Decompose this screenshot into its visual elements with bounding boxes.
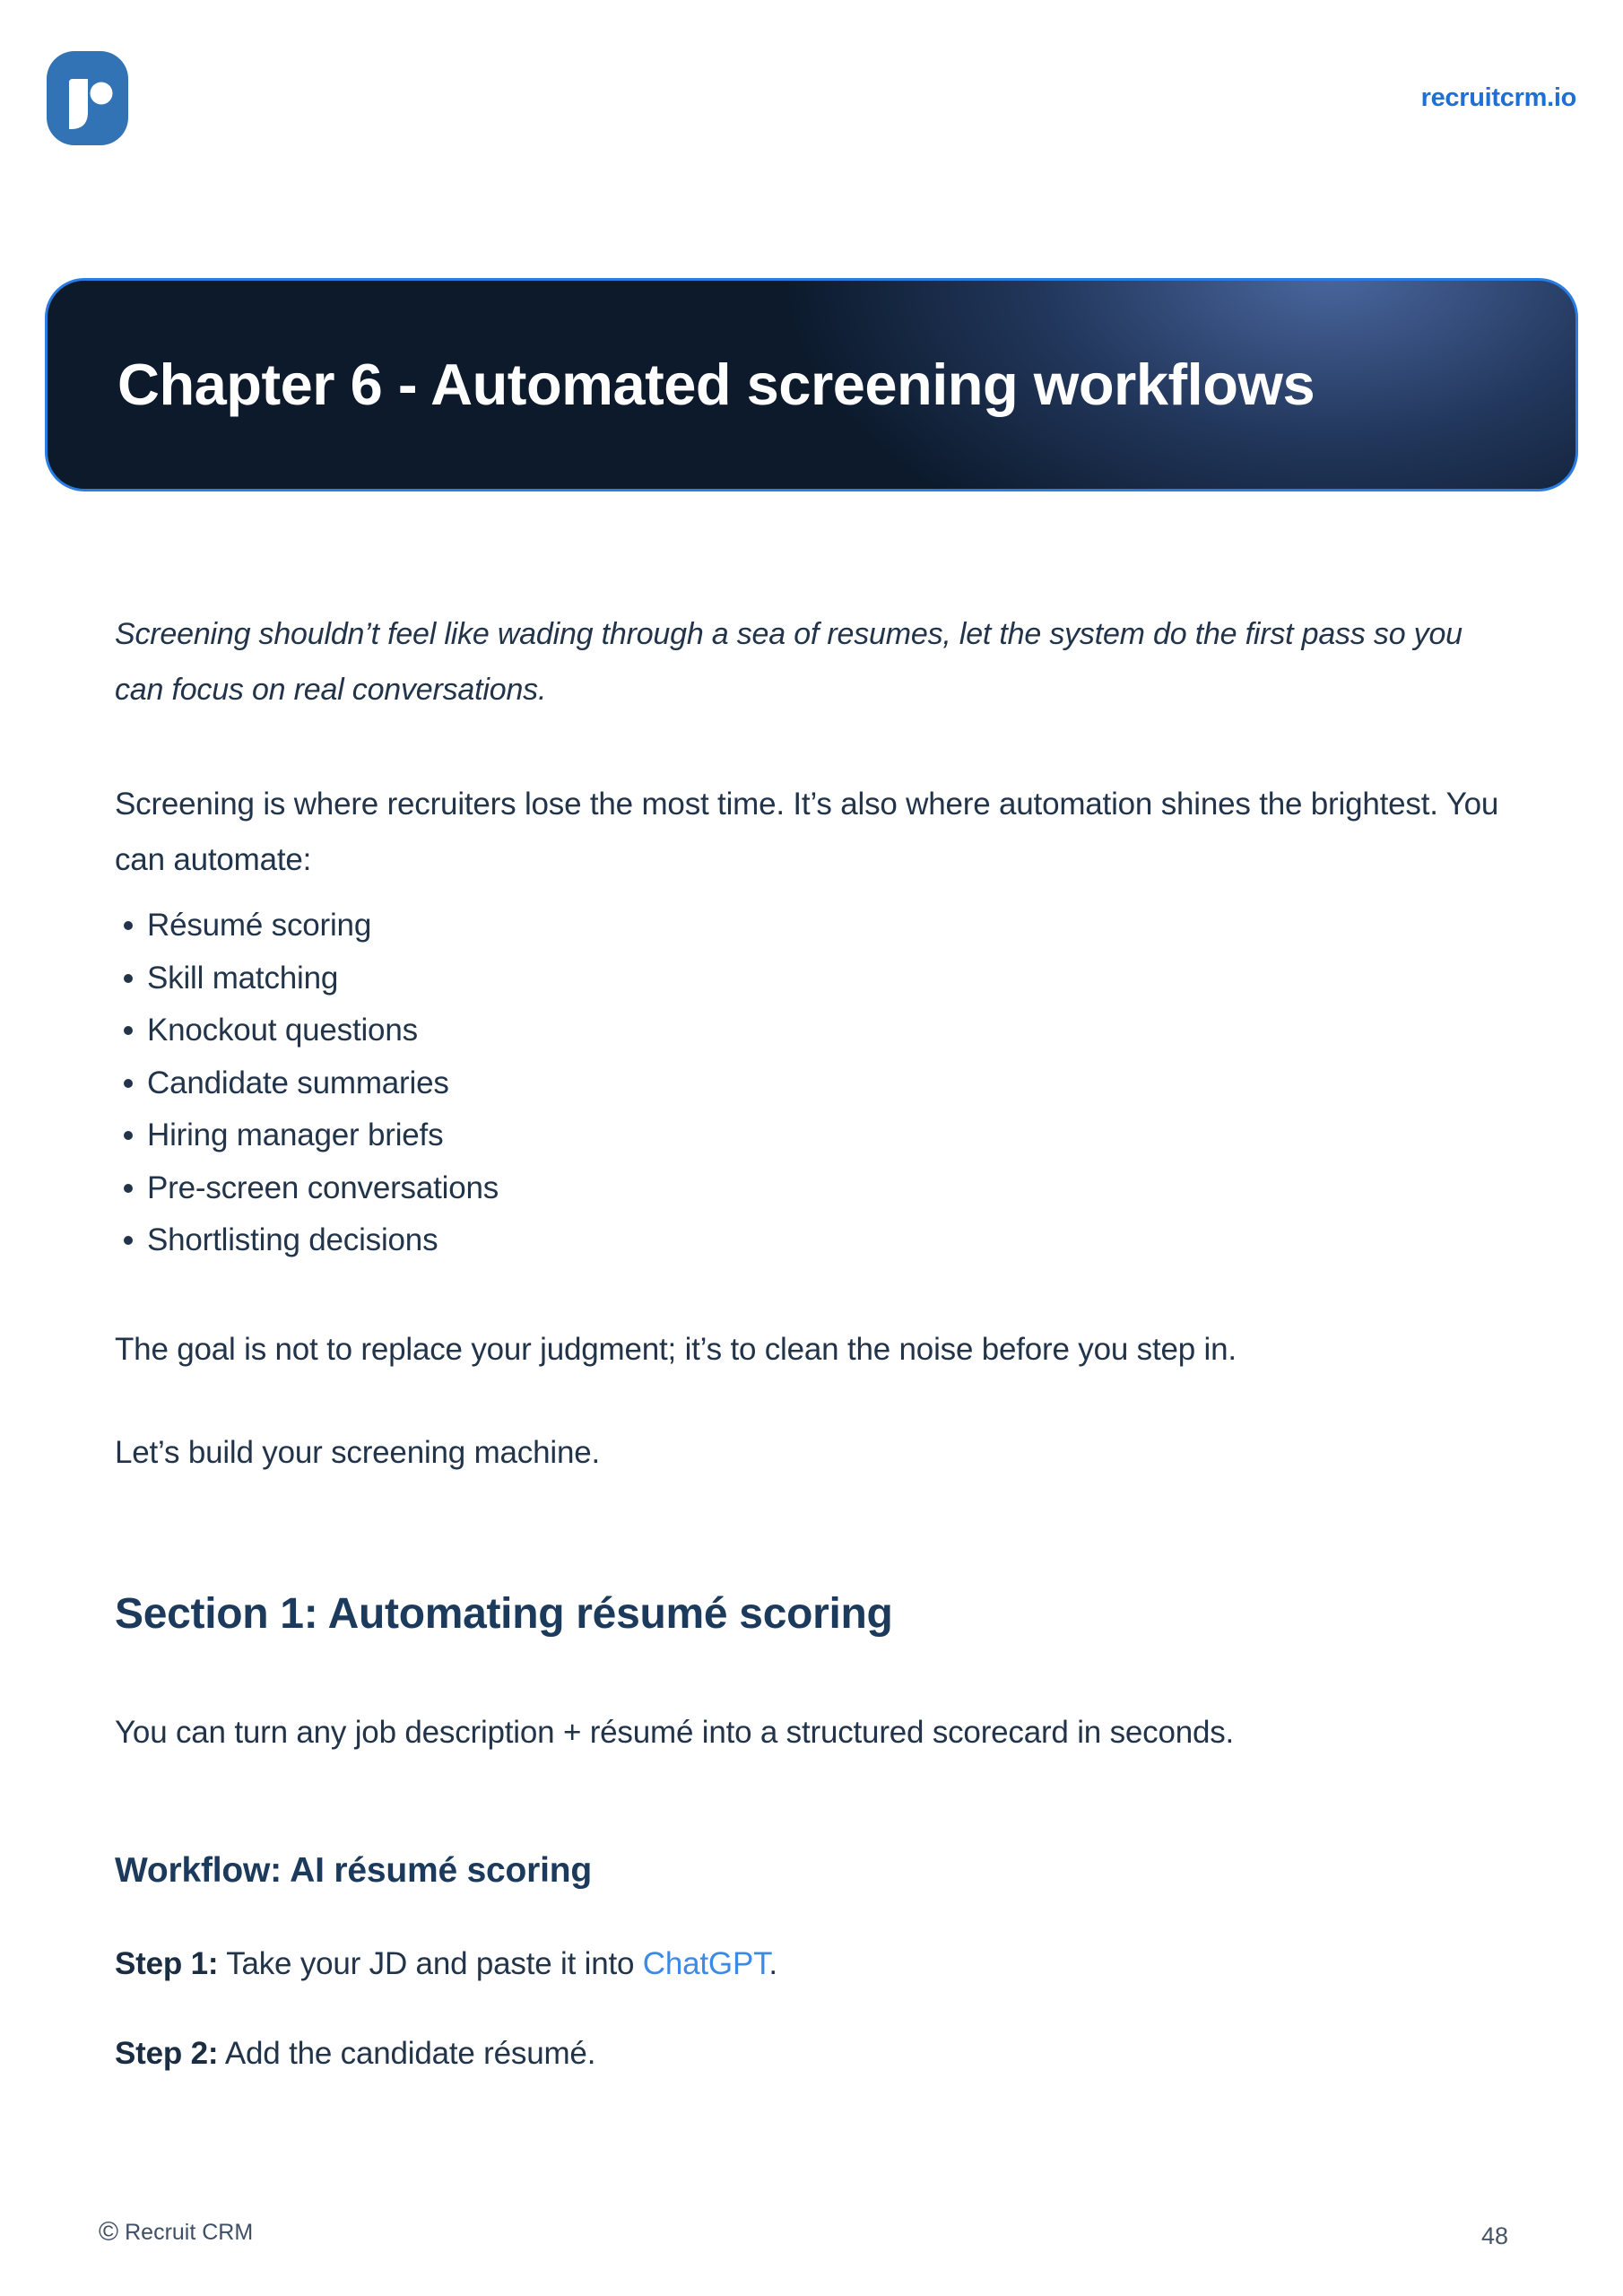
chapter-banner — [45, 278, 1578, 491]
chatgpt-link[interactable]: ChatGPT — [642, 1946, 769, 1981]
step-1-label: Step 1: — [115, 1946, 219, 1981]
chapter-title: Chapter 6 - Automated screening workflows — [117, 352, 1315, 418]
section-intro: You can turn any job description + résumé into a structured scorecard in seconds. — [115, 1715, 1235, 1750]
bullet-item: Résumé scoring — [115, 900, 1508, 952]
page-number: 48 — [1480, 2222, 1508, 2249]
step-1 — [115, 1936, 1508, 1992]
step-1-text: Take your JD and paste it into — [218, 1946, 643, 1981]
bullet-item: Knockout questions — [115, 1004, 1508, 1057]
section-title: Section 1: Automating résumé scoring — [115, 1590, 893, 1638]
intro-paragraph: Screening is where recruiters lose the most time. It’s also where automation shines the brightest. You can automate: — [115, 787, 1499, 877]
bullet-item: Pre-screen conversations — [115, 1162, 1508, 1215]
bullet-item: Shortlisting decisions — [115, 1214, 1508, 1267]
automation-bullet-list — [115, 900, 1508, 1267]
bullet-item: Hiring manager briefs — [115, 1109, 1508, 1162]
leadin-paragraph: Let’s build your screening machine. — [115, 1435, 601, 1470]
bullet-item: Candidate summaries — [115, 1057, 1508, 1110]
workflow-title: Workflow: AI résumé scoring — [115, 1851, 593, 1890]
bullet-item: Skill matching — [115, 952, 1508, 1005]
footer-copyright — [99, 2219, 253, 2246]
step-1-suffix: . — [768, 1946, 777, 1981]
goal-paragraph: The goal is not to replace your judgment; it’s to clean the noise before you step in. — [115, 1332, 1237, 1367]
intro-quote: Screening shouldn’t feel like wading through a sea of resumes, let the system do the first pass so you can focus on real conversations. — [115, 617, 1462, 707]
brand-wordmark: recruitcrm.io — [1420, 83, 1576, 112]
copyright-icon: © — [99, 2217, 119, 2247]
step-2 — [115, 2026, 1508, 2082]
step-2-text: Add the candidate résumé. — [218, 2036, 596, 2071]
step-2-label: Step 2: — [115, 2036, 219, 2071]
copyright-text: Recruit CRM — [125, 2219, 254, 2245]
recruitcrm-logo-icon — [47, 51, 128, 145]
